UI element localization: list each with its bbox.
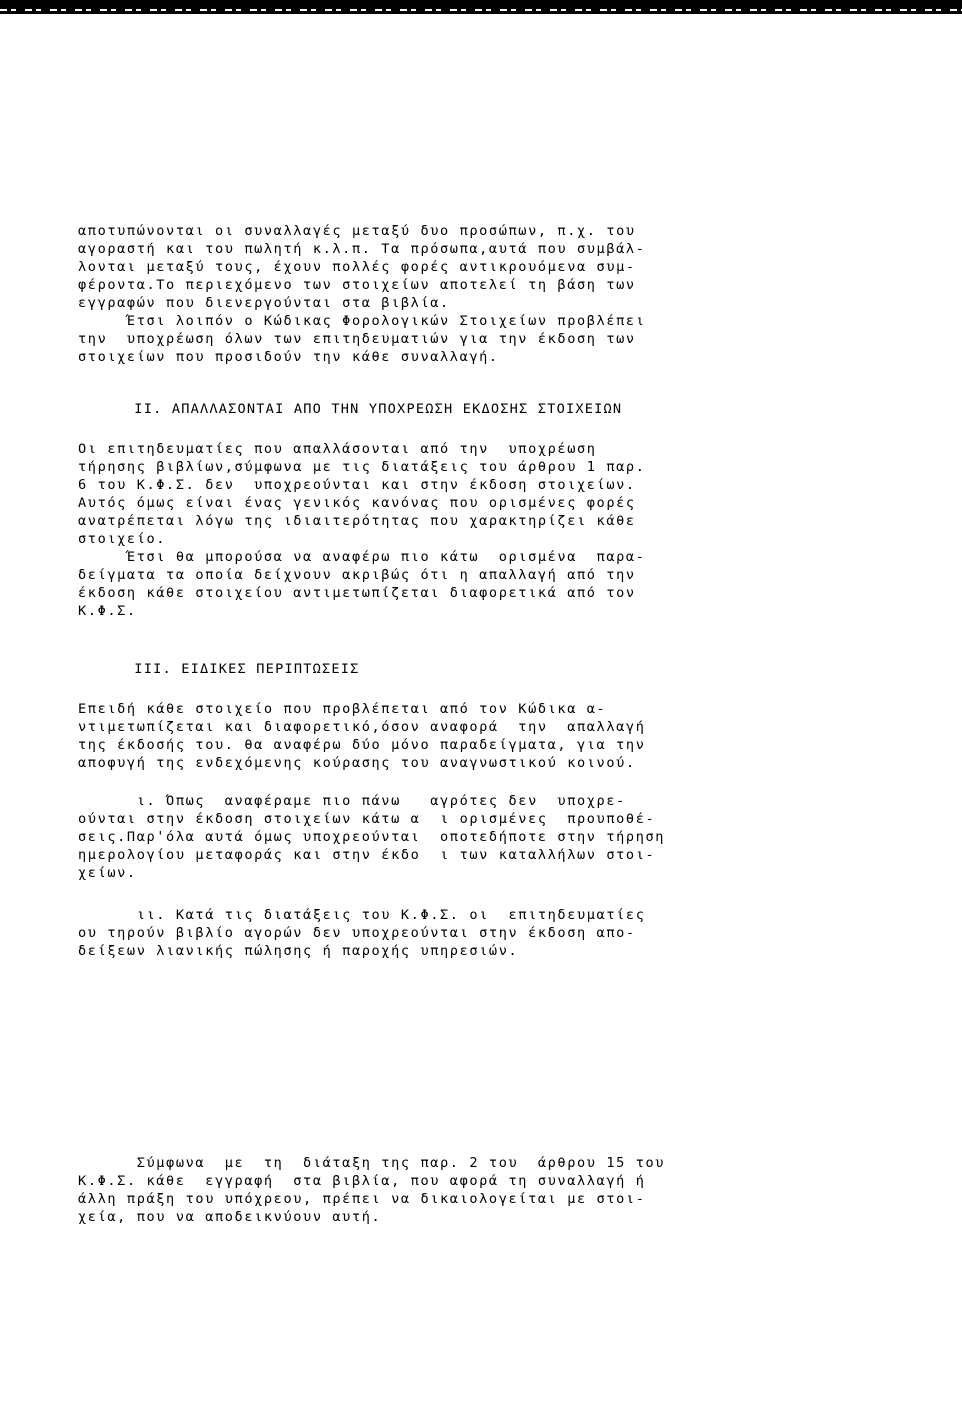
text-line: της έκδοσής του. θα αναφέρω δύο μόνο παραδείγματα, για την <box>78 737 646 753</box>
text-line: Έτσι θα μπορούσα να αναφέρω πιο κάτω ορισμένα παρα- <box>78 549 646 565</box>
text-line: δείγματα τα οποία δείχνουν ακριβώς ότι η απαλλαγή από την <box>78 567 636 583</box>
document-page <box>78 222 818 1226</box>
text-line: Οι επιτηδευματίες που απαλλάσονται από την υποχρέωση <box>78 441 597 457</box>
text-line: χεία, που να αποδεικνύουν αυτή. <box>78 1209 382 1225</box>
item-ii <box>78 906 818 960</box>
text-line: ανατρέπεται λόγω της ιδιαιτερότητας που χαρακτηρίζει κάθε <box>78 513 636 529</box>
text-line: τήρησης βιβλίων,σύμφωνα με τις διατάξεις του άρθρου 1 παρ. <box>78 459 646 475</box>
scan-top-border <box>0 0 962 14</box>
intro-paragraph <box>78 222 818 366</box>
text-line: ου τηρούν βιβλίο αγορών δεν υποχρεούνται στην έκδοση απο- <box>78 925 636 941</box>
text-line: λονται μεταξύ τους, έχουν πολλές φορές αντικρουόμενα συμ- <box>78 259 636 275</box>
text-line: στοιχείων που προσιδούν την κάθε συναλλαγή. <box>78 349 499 365</box>
text-line: ιι. Κατά τις διατάξεις του Κ.Φ.Σ. οι επιτηδευματίες <box>78 907 646 923</box>
text-line: ι. Όπως αναφέραμε πιο πάνω αγρότες δεν υποχρε- <box>78 793 626 809</box>
text-line: Αυτός όμως είναι ένας γενικός κανόνας που ορισμένες φορές <box>78 495 636 511</box>
text-line: έκδοση κάθε στοιχείου αντιμετωπίζεται διαφορετικά από τον <box>78 585 636 601</box>
scan-noise-stripe <box>0 9 962 11</box>
text-line: αγοραστή και του πωλητή κ.λ.π. Τα πρόσωπα,αυτά που συμβάλ- <box>78 241 646 257</box>
text-line: την υποχρέωση όλων των επιτηδευματιών για την έκδοση των <box>78 331 636 347</box>
text-line: αποφυγή της ενδεχόμενης κούρασης του αναγνωστικού κοινού. <box>78 755 636 771</box>
text-line: χείων. <box>78 865 137 881</box>
text-line: 6 του Κ.Φ.Σ. δεν υποχρεούνται και στην έκδοση στοιχείων. <box>78 477 636 493</box>
text-line: Κ.Φ.Σ. κάθε εγγραφή στα βιβλία, που αφορά τη συναλλαγή ή <box>78 1173 646 1189</box>
text-line: ημερολογίου μεταφοράς και στην έκδο ι των καταλλήλων στοι- <box>78 847 656 863</box>
text-line: ντιμετωπίζεται και διαφορετικό,όσον αναφορά την απαλλαγή <box>78 719 646 735</box>
text-line: Σύμφωνα με τη διάταξη της παρ. 2 του άρθρου 15 του <box>78 1155 666 1171</box>
text-line: Έτσι λοιπόν ο Κώδικας Φορολογικών Στοιχείων προβλέπει <box>78 313 646 329</box>
text-line: φέροντα.Το περιεχόμενο των στοιχείων αποτελεί τη βάση των <box>78 277 636 293</box>
section-2-body <box>78 440 818 620</box>
text-line: Επειδή κάθε στοιχείο που προβλέπεται από τον Κώδικα α- <box>78 701 607 717</box>
item-i <box>78 792 818 882</box>
text-line: εγγραφών που διενεργούνται στα βιβλία. <box>78 295 450 311</box>
section-3-body <box>78 700 818 772</box>
text-line: σεις.Παρ'όλα αυτά όμως υποχρεούνται οποτεδήποτε στην τήρηση <box>78 829 666 845</box>
section-2-heading: ΙΙ. ΑΠΑΛΛΑΣΟΝΤΑΙ ΑΠΟ ΤΗΝ ΥΠΟΧΡΕΩΣΗ ΕΚΔΟΣΗΣ ΣΤΟΙΧΕΙΩΝ <box>78 401 623 417</box>
text-line: δείξεων λιανικής πώλησης ή παροχής υπηρεσιών. <box>78 943 519 959</box>
text-line: Κ.Φ.Σ. <box>78 603 137 619</box>
text-line: αποτυπώνονται οι συναλλαγές μεταξύ δυο προσώπων, π.χ. του <box>78 223 636 239</box>
section-3-heading: ΙΙΙ. ΕΙΔΙΚΕΣ ΠΕΡΙΠΤΩΣΕΙΣ <box>78 661 360 677</box>
text-line: στοιχείο. <box>78 531 167 547</box>
text-line: άλλη πράξη του υπόχρεου, πρέπει να δικαιολογείται με στοι- <box>78 1191 646 1207</box>
closing-paragraph <box>78 1154 818 1226</box>
text-line: ούνται στην έκδοση στοιχείων κάτω α ι ορισμένες προυποθέ- <box>78 811 656 827</box>
